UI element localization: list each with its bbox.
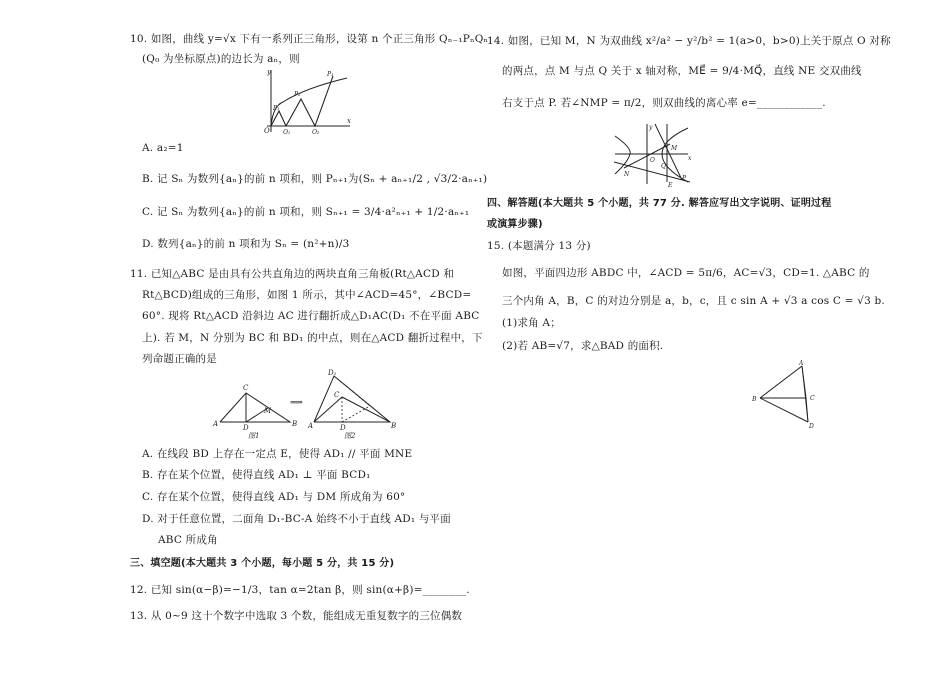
q11-option-c: C. 存在某个位置，使得直线 AD₁ 与 DM 所成角为 60° (142, 491, 406, 503)
q11-line3: 60°. 现将 Rt△ACD 沿斜边 AC 进行翻折成△D₁AC(D₁ 不在平面 ABC (142, 310, 480, 322)
q11-line2: Rt△BCD)组成的三角形，如图 1 所示，其中∠ACD=45°，∠BCD= (142, 289, 472, 301)
section-3-heading: 三、填空题(本大题共 3 个小题，每小题 5 分，共 15 分) (130, 558, 395, 569)
q10-option-d: D. 数列{aₙ}的前 n 项和为 Sₙ = (n²+n)/3 (142, 238, 350, 250)
figure-1 (212, 384, 297, 440)
label-d: D (809, 423, 814, 430)
fig2-label-d: D (340, 424, 346, 432)
section-4-heading-line2: 或演算步骤) (487, 219, 543, 230)
q10-stem-line1: 10. 如图，曲线 y=√x 下有一系列正三角形，设第 n 个正三角形 Qₙ₋₁PₙQₙ (130, 33, 489, 45)
fig1-label-m: M (264, 407, 272, 415)
q15-title: 15. (本题满分 13 分) (487, 240, 591, 252)
q15-figure (750, 360, 830, 432)
figure-2 (307, 369, 396, 440)
label-n: N (624, 171, 630, 178)
q11-option-d-line1: D. 对于任意位置，二面角 D₁-BC-A 始终不小于直线 AD₁ 与平面 (142, 513, 451, 525)
q11-option-b: B. 存在某个位置，使得直线 AD₁ ⊥ 平面 BCD₁ (142, 469, 371, 481)
label-q1: Q₁ (283, 129, 291, 134)
fig1-caption: 图1 (248, 432, 260, 440)
q15-line1: 如图，平面四边形 ABDC 中，∠ACD = 5π/6，AC=√3，CD=1. △ABC 的 (502, 267, 870, 279)
q15-part2: (2)若 AB=√7，求△BAD 的面积. (502, 340, 664, 352)
q14-line2: 的两点，点 M 与点 Q 关于 x 轴对称，ME⃗ = 9/4·MQ⃗，直线 NE 交双曲线 (502, 65, 862, 77)
label-o: O (264, 127, 270, 134)
fig1-label-a: A (213, 420, 219, 428)
label-p3: P₃ (327, 71, 334, 78)
axis-label-x: x (347, 117, 351, 125)
fig2-label-d1: D₁ (328, 369, 337, 377)
label-p1: P₁ (273, 105, 280, 112)
q14-line1: 14. 如图，已知 M，N 为双曲线 x²/a² − y²/b² = 1(a>0，b>0)上关于原点 O 对称 (487, 35, 891, 47)
q12-text: 12. 已知 sin(α−β)=−1/3，tan α=2tan β，则 sin(α+β)=________. (130, 584, 470, 596)
axis-label-x: x (688, 155, 692, 162)
label-b: B (752, 396, 757, 403)
q13-text: 13. 从 0~9 这十个数字中选取 3 个数，能组成无重复数字的三位偶数 (130, 610, 463, 622)
q10-option-a: A. a₂=1 (142, 142, 184, 154)
q10-option-b: B. 记 Sₙ 为数列{aₙ}的前 n 项和，则 Pₙ₊₁为(Sₙ + aₙ₊₁/2 , √3/2·aₙ₊₁) (142, 173, 488, 185)
q11-line1: 11. 已知△ABC 是由具有公共直角边的两块直角三角板(Rt△ACD 和 (130, 268, 455, 280)
q11-line4: 上). 若 M，N 分别为 BC 和 BD₁ 的中点，则在△ACD 翻折过程中，下 (142, 332, 483, 344)
fig2-label-b: B (391, 422, 397, 430)
fig2-label-c: C (334, 391, 340, 399)
label-q: Q (661, 163, 666, 170)
q14-figure (610, 122, 700, 188)
label-e: E (668, 182, 673, 188)
section-4-heading-line1: 四、解答题(本大题共 5 个小题，共 77 分. 解答应写出文字说明、证明过程 (487, 198, 832, 209)
fig2-label-a: A (308, 422, 314, 430)
fig1-label-d: D (243, 424, 249, 432)
q11-figures (210, 368, 400, 440)
q15-part1: (1)求角 A； (502, 317, 561, 329)
q15-line2: 三个内角 A，B，C 的对边分别是 a，b，c，且 c sin A + √3 a cos C = √3 b. (502, 295, 885, 307)
label-q2: Q₂ (312, 129, 320, 134)
fig1-label-c: C (243, 384, 249, 392)
label-a: A (799, 360, 804, 367)
q10-option-c: C. 记 Sₙ 为数列{aₙ}的前 n 项和，则 Sₙ₊₁ = 3/4·a²ₙ₊₁ + 1/2·aₙ₊₁ (142, 206, 470, 218)
q10-figure (255, 66, 355, 134)
axis-label-y: y (267, 68, 271, 76)
q11-option-d-line2: ABC 所成角 (158, 534, 218, 546)
label-c: C (810, 395, 815, 402)
q11-option-a: A. 在线段 BD 上存在一定点 E，使得 AD₁ // 平面 MNE (142, 448, 413, 460)
q11-line5: 列命题正确的是 (142, 353, 217, 365)
fig2-caption: 图2 (344, 432, 356, 440)
q14-line3: 右支于点 P. 若∠NMP = π/2，则双曲线的离心率 e=____________. (502, 97, 826, 109)
label-m: M (671, 145, 678, 152)
label-p2: P₂ (294, 91, 301, 98)
label-o: O (650, 157, 655, 164)
arrow-icon: ⟹ (290, 398, 303, 408)
fig1-label-b: B (292, 420, 298, 428)
axis-label-y: y (649, 124, 653, 131)
label-p: P (682, 175, 687, 182)
q10-stem-line2: (Q₀ 为坐标原点)的边长为 aₙ，则 (142, 53, 300, 65)
